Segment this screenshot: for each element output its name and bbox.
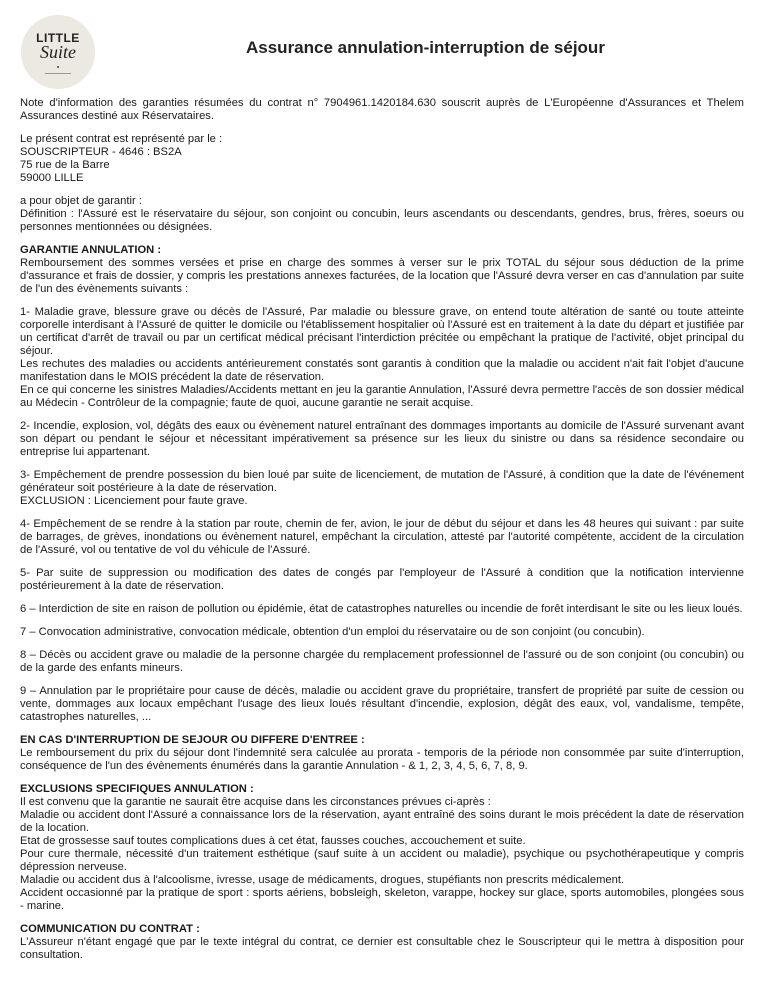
represented-heading: Le présent contrat est représenté par le :: [20, 133, 223, 145]
represented-line: SOUSCRIPTEUR - 4646 : BS2A: [20, 146, 182, 158]
item-4: 4- Empêchement de se rendre à la station par route, chemin de fer, avion, le jour de début du séjour et dans les 48 heures qui suivant : par suite de barrages, de grèves, inondations ou évènement naturel, empêchant la circulation, attesté par l'autorité compétente, accident de la circulation de l'Assuré, vol ou tentative de vol du véhicule de l'Assuré.: [20, 518, 744, 556]
interruption-text: Le remboursement du prix du séjour dont l'indemnité sera calculée au prorata - temporis de la période non consommée par suite d'interruption, conséquence de l'un des évènements énumérés dans la garantie Annulation - & 1, 2, 3, 4, 5, 6, 7, 8, 9.: [20, 747, 744, 772]
object-block: [20, 195, 744, 234]
item-9: 9 – Annulation par le propriétaire pour cause de décès, maladie ou accident grave du propriétaire, transfert de propriété par suite de cession ou vente, dommages aux locaux empêchant l'usage des lieux loués résultant d'incendie, explosion, dégât des eaux, vol, vandalisme, tempête, catastrophes naturelles, ...: [20, 685, 744, 723]
exclusion-line: Il est convenu que la garantie ne saurait être acquise dans les circonstances prévues ci-après :: [20, 796, 491, 808]
exclusion-line: Maladie ou accident dont l'Assuré a connaissance lors de la réservation, ayant entraîné des soins durant le mois précédent la date de réservation de la location.: [20, 809, 744, 834]
garantie-text: Remboursement des sommes versées et prise en charge des sommes à verser sur le prix TOTAL du séjour sous déduction de la prime d'assurance et frais de dossier, y compris les prestations annexes facturées, de la location que l'Assuré devra verser en cas d'annulation par suite de l'un des évènements suivants :: [20, 257, 744, 295]
logo-underline: [45, 73, 71, 74]
exclusion-line: Pour cure thermale, nécessité d'un traitement esthétique (sauf suite à un accident ou maladie), psychique ou psychothérapeutique y compris dépression nerveuse.: [20, 848, 744, 873]
intro-paragraph: Note d'information des garanties résumées du contrat n° 7904961.1420184.630 souscrit auprès de L'Européenne d'Assurances et Thelem Assurances destiné aux Réservataires.: [20, 97, 744, 122]
item-3-exclusion: EXCLUSION : Licenciement pour faute grave.: [20, 495, 248, 507]
item-2: 2- Incendie, explosion, vol, dégâts des eaux ou évènement naturel entraînant des dommages importants au domicile de l'Assuré survenant avant son départ ou pendant le séjour et nécessitant impérativement sa présence sur les lieux du sinistre ou dans sa résidence secondaire ou entreprise lui appartenant.: [20, 420, 744, 458]
communication-heading: COMMUNICATION DU CONTRAT :: [20, 923, 200, 935]
garantie-section: [20, 244, 744, 296]
represented-line: 59000 LILLE: [20, 172, 84, 184]
represented-line: 75 rue de la Barre: [20, 159, 110, 171]
item-1-rechutes: Les rechutes des maladies ou accidents antérieurement constatés sont garantis à condition que la maladie ou accident n'ait fait l'objet d'aucune manifestation dans le MOIS précédent la date de réservation.: [20, 358, 744, 383]
interruption-section: [20, 734, 744, 773]
page-title: Assurance annulation-interruption de séjour: [246, 38, 605, 57]
item-1-dossier: En ce qui concerne les sinistres Maladies/Accidents mettant en jeu la garantie Annulation, l'Assuré devra permettre l'accès de son dossier médical au Médecin - Contrôleur de la compagnie; faute de quoi, aucune garantie ne serait acquise.: [20, 384, 744, 409]
exclusion-line: Maladie ou accident dus à l'alcoolisme, ivresse, usage de médicaments, drogues, stupéfiants non prescrits médicalement.: [20, 874, 625, 886]
exclusions-heading: EXCLUSIONS SPECIFIQUES ANNULATION :: [20, 783, 254, 795]
represented-block: [20, 133, 744, 185]
item-7: 7 – Convocation administrative, convocation médicale, obtention d'un emploi du réservataire ou de son conjoint (ou concubin).: [20, 626, 645, 638]
item-1: [20, 306, 744, 410]
communication-text: L'Assureur n'étant engagé que par le texte intégral du contrat, ce dernier est consultable chez le Souscripteur qui le mettra à disposition pour consultation.: [20, 936, 744, 961]
interruption-heading: EN CAS D'INTERRUPTION DE SEJOUR OU DIFFERE D'ENTREE :: [20, 734, 365, 746]
item-6: 6 – Interdiction de site en raison de pollution ou épidémie, état de catastrophes naturelles ou incendie de forêt interdisant le site ou les lieux loués.: [20, 603, 743, 615]
exclusion-line: Etat de grossesse sauf toutes complications dues à cet état, fausses couches, accouchement et suite.: [20, 835, 526, 847]
exclusion-line: Accident occasionné par la pratique de sport : sports aériens, bobsleigh, skeleton, varappe, hockey sur glace, sports automobiles, plongées sous - marine.: [20, 887, 744, 912]
definition-text: Définition : l'Assuré est le réservataire du séjour, son conjoint ou concubin, leurs ascendants ou descendants, gendres, brus, frères, soeurs ou personnes mentionnées ou désignées.: [20, 208, 744, 233]
little-suite-logo: [21, 15, 95, 89]
item-1-text: 1- Maladie grave, blessure grave ou décès de l'Assuré, Par maladie ou blessure grave, on entend toute altération de santé ou toute atteinte corporelle interdisant à l'Assuré de quitter le domicile ou l'établissement hospitalier où l'Assuré est en traitement à la date du départ et justifiée par un certificat d'arrêt de travail ou par un certificat médical précisant l'interdiction précitée ou empêchant la pratique de l'activité, objet principal du séjour.: [20, 306, 744, 357]
logo-line2: Suite: [40, 42, 76, 62]
communication-section: [20, 923, 744, 962]
item-8: 8 – Décès ou accident grave ou maladie de la personne chargée du remplacement professionnel de l'assuré ou de son conjoint (ou concubin) ou de la garde des enfants mineurs.: [20, 649, 744, 674]
object-line: a pour objet de garantir :: [20, 195, 142, 207]
document-body: [20, 97, 744, 972]
exclusions-section: [20, 783, 744, 913]
item-3: [20, 469, 744, 508]
garantie-heading: GARANTIE ANNULATION :: [20, 244, 162, 256]
logo-dot: [57, 66, 59, 68]
item-5: 5- Par suite de suppression ou modification des dates de congés par l'employeur de l'Assuré à condition que la notification intervienne postérieurement à la date de réservation.: [20, 567, 744, 592]
logo-line1: LITTLE: [36, 31, 80, 45]
item-3-text: 3- Empêchement de prendre possession du bien loué par suite de licenciement, de mutation de l'Assuré, à condition que la date de l'événement générateur soit postérieure à la date de réservation.: [20, 469, 744, 494]
